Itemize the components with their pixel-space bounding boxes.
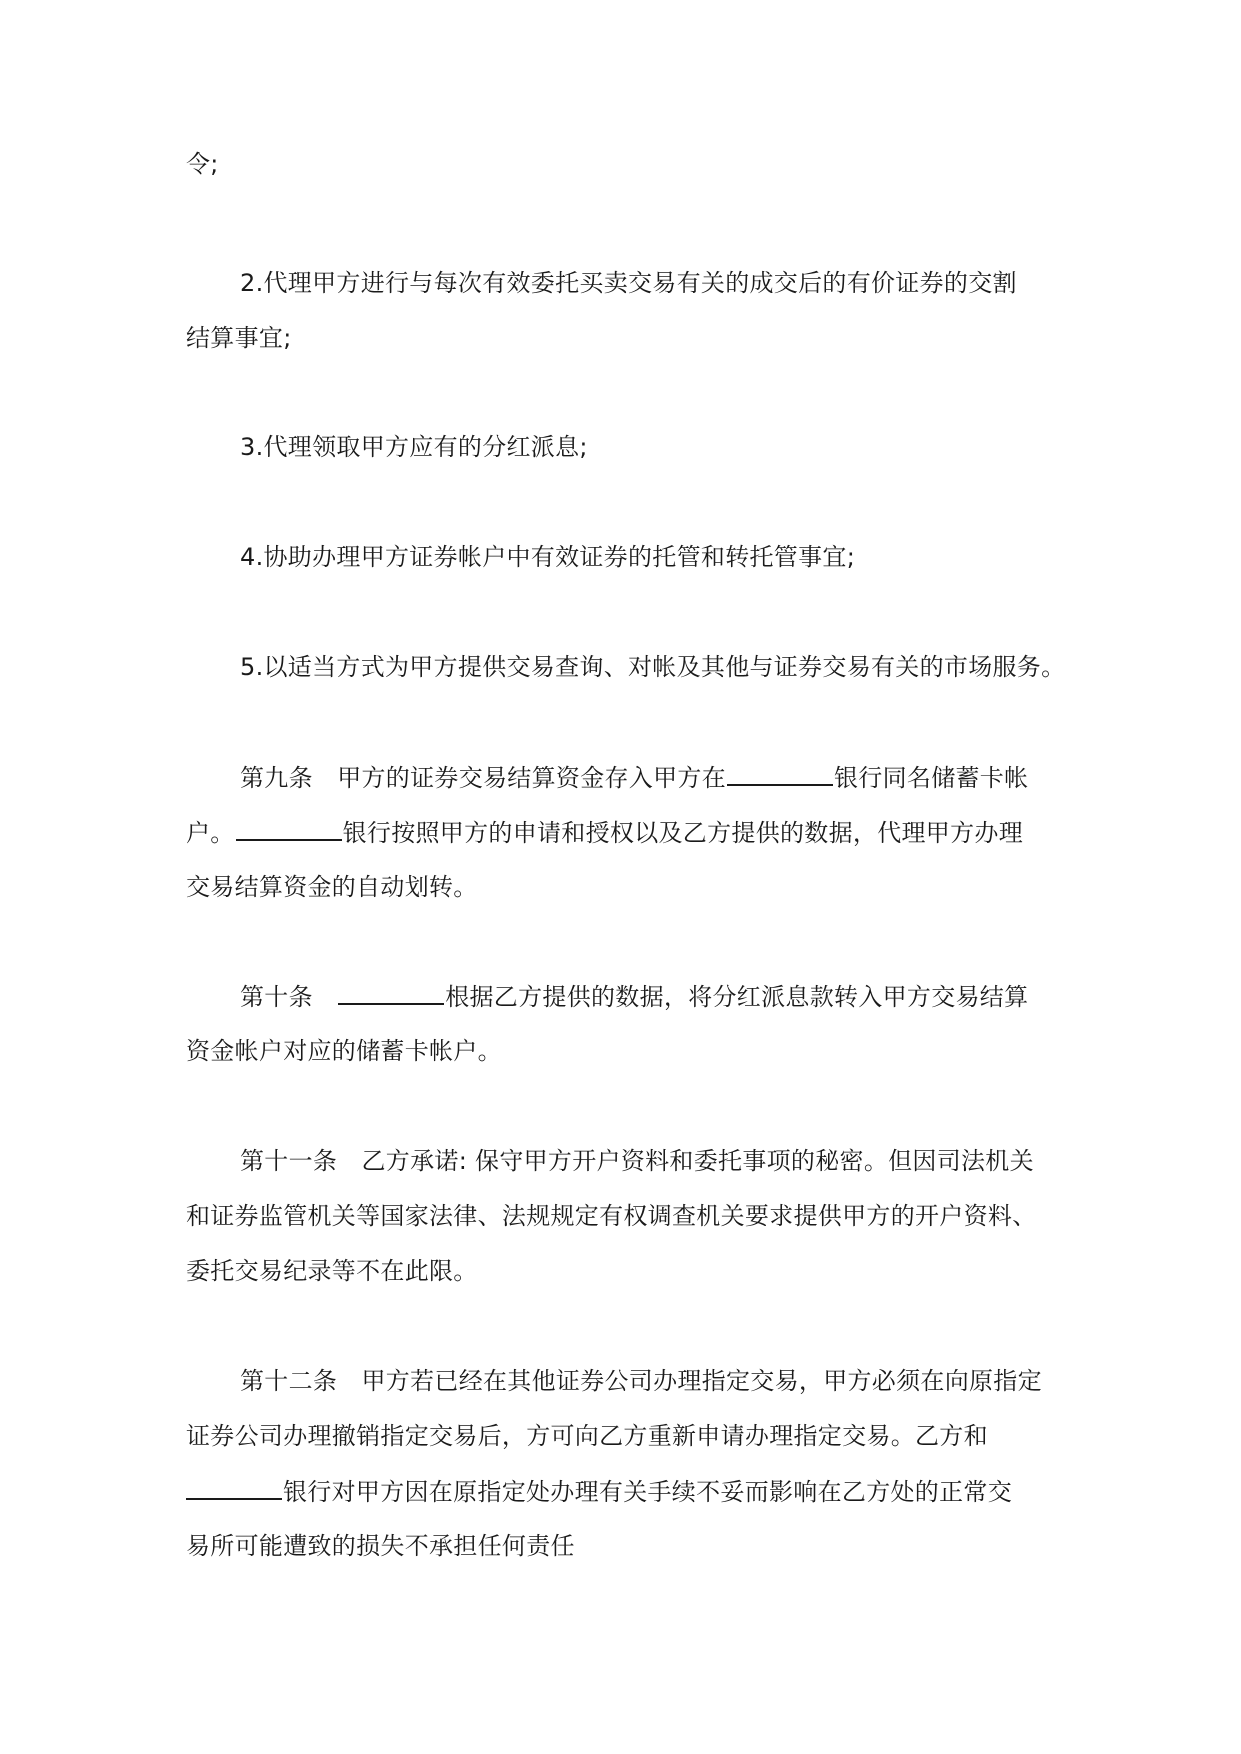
article-10-cont (186, 1036, 502, 1066)
text: 资金帐户对应的储蓄卡帐户。 (186, 1037, 502, 1065)
article-9-cont (186, 817, 1023, 848)
article-9 (240, 762, 1028, 793)
text: 2.代理甲方进行与每次有效委托买卖交易有关的成交后的有价证券的交割 (240, 269, 1017, 297)
article-9-cont (186, 872, 478, 902)
text: 银行对甲方因在原指定处办理有关手续不妥而影响在乙方处的正常交 (283, 1478, 1012, 1506)
article-11-cont (186, 1256, 478, 1286)
text: 令; (186, 150, 219, 178)
article-12-cont (186, 1531, 575, 1561)
clause-item-2-cont (186, 323, 292, 353)
text: 交易结算资金的自动划转。 (186, 873, 478, 901)
blank-field[interactable] (338, 981, 444, 1005)
blank-field[interactable] (186, 1476, 282, 1500)
text: 委托交易纪录等不在此限。 (186, 1257, 478, 1285)
text: 银行按照甲方的申请和授权以及乙方提供的数据，代理甲方办理 (342, 819, 1024, 847)
article-12-cont (186, 1476, 1012, 1507)
text: 户。 (186, 819, 235, 847)
clause-item-4 (240, 542, 855, 572)
text: 和证券监管机关等国家法律、法规规定有权调查机关要求提供甲方的开户资料、 (186, 1202, 1037, 1230)
article-11-cont (186, 1201, 1037, 1231)
text: 结算事宜; (186, 324, 292, 352)
text: 根据乙方提供的数据，将分红派息款转入甲方交易结算 (445, 983, 1029, 1011)
text: 第十一条 乙方承诺: 保守甲方开户资料和委托事项的秘密。但因司法机关 (240, 1147, 1034, 1175)
blank-field[interactable] (236, 817, 342, 841)
blank-field[interactable] (727, 762, 833, 786)
article-10 (240, 981, 1028, 1012)
article-12 (240, 1366, 1042, 1396)
text: 第十条 (240, 983, 338, 1011)
line-continuation (186, 149, 219, 179)
text: 银行同名储蓄卡帐 (834, 764, 1029, 792)
article-12-cont (186, 1421, 988, 1451)
clause-item-2 (240, 268, 1017, 298)
text: 3.代理领取甲方应有的分红派息; (240, 433, 588, 461)
text: 证券公司办理撤销指定交易后，方可向乙方重新申请办理指定交易。乙方和 (186, 1422, 988, 1450)
text: 第十二条 甲方若已经在其他证券公司办理指定交易，甲方必须在向原指定 (240, 1367, 1042, 1395)
article-11 (240, 1146, 1034, 1176)
text: 5.以适当方式为甲方提供交易查询、对帐及其他与证券交易有关的市场服务。 (240, 653, 1066, 681)
clause-item-5 (240, 652, 1065, 682)
text: 易所可能遭致的损失不承担任何责任 (186, 1532, 575, 1560)
text: 4.协助办理甲方证券帐户中有效证券的托管和转托管事宜; (240, 543, 856, 571)
text: 第九条 甲方的证券交易结算资金存入甲方在 (240, 764, 726, 792)
clause-item-3 (240, 432, 588, 462)
